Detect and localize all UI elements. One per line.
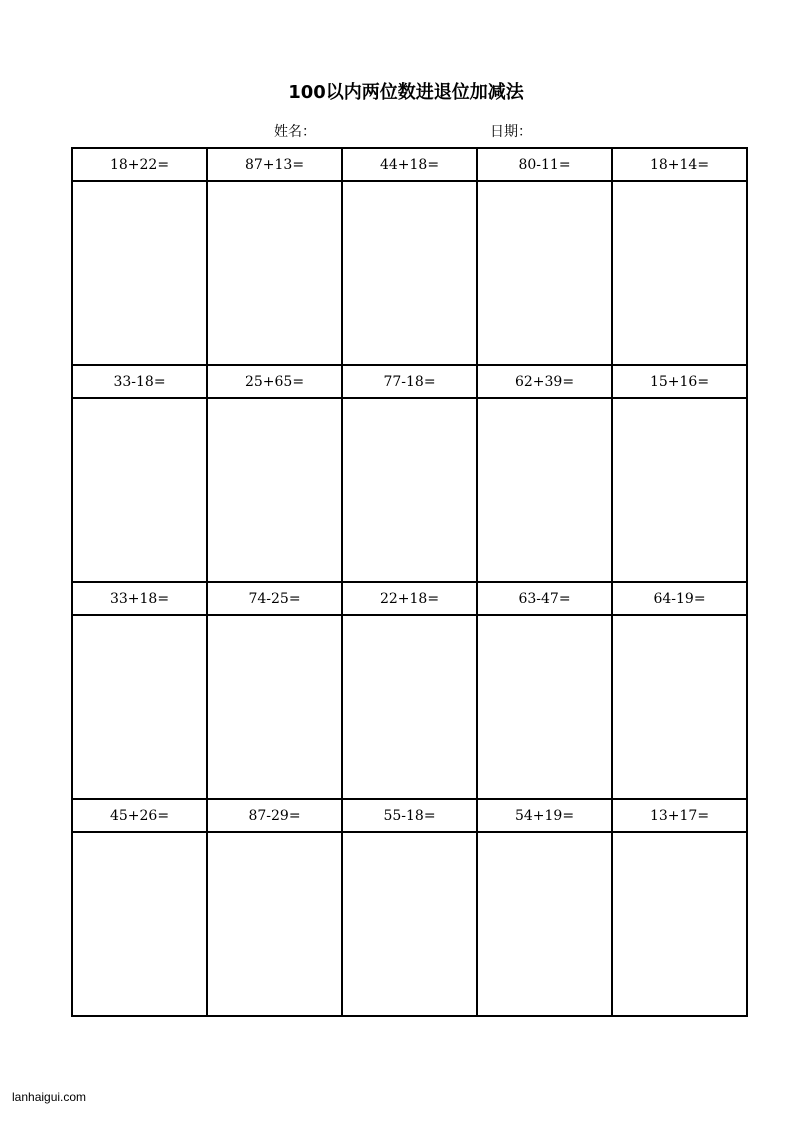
work-area[interactable] (342, 615, 477, 799)
work-area[interactable] (612, 398, 747, 582)
problem-cell: 80-11= (477, 148, 612, 181)
work-area[interactable] (477, 615, 612, 799)
work-area[interactable] (72, 398, 207, 582)
name-label: 姓名： (274, 124, 316, 140)
work-area[interactable] (207, 398, 342, 582)
problem-cell: 15+16= (612, 365, 747, 398)
work-area[interactable] (477, 181, 612, 365)
work-row (72, 181, 747, 365)
problem-cell: 25+65= (207, 365, 342, 398)
site-footer: lanhaigui.com (12, 1090, 87, 1104)
problem-cell: 64-19= (612, 582, 747, 615)
work-area[interactable] (207, 832, 342, 1016)
problem-row (72, 582, 747, 615)
work-area[interactable] (612, 615, 747, 799)
problem-cell: 54+19= (477, 799, 612, 832)
problem-cell: 18+14= (612, 148, 747, 181)
work-row (72, 832, 747, 1016)
work-area[interactable] (612, 181, 747, 365)
problem-cell: 63-47= (477, 582, 612, 615)
problem-cell: 77-18= (342, 365, 477, 398)
problem-row (72, 365, 747, 398)
work-area[interactable] (207, 181, 342, 365)
problem-cell: 62+39= (477, 365, 612, 398)
work-area[interactable] (477, 832, 612, 1016)
problem-cell: 87-29= (207, 799, 342, 832)
work-area[interactable] (342, 398, 477, 582)
worksheet-title: 100以内两位数进退位加减法 (288, 82, 524, 103)
work-area[interactable] (72, 832, 207, 1016)
work-area[interactable] (342, 832, 477, 1016)
problem-cell: 33-18= (72, 365, 207, 398)
problem-cell: 13+17= (612, 799, 747, 832)
work-area[interactable] (72, 615, 207, 799)
problem-cell: 22+18= (342, 582, 477, 615)
problem-cell: 44+18= (342, 148, 477, 181)
problem-cell: 18+22= (72, 148, 207, 181)
problem-cell: 33+18= (72, 582, 207, 615)
problem-cell: 55-18= (342, 799, 477, 832)
work-row (72, 398, 747, 582)
work-row (72, 615, 747, 799)
problem-cell: 74-25= (207, 582, 342, 615)
work-area[interactable] (72, 181, 207, 365)
problem-cell: 87+13= (207, 148, 342, 181)
work-area[interactable] (477, 398, 612, 582)
problem-cell: 45+26= (72, 799, 207, 832)
work-area[interactable] (207, 615, 342, 799)
problem-row (72, 148, 747, 181)
work-area[interactable] (612, 832, 747, 1016)
problem-row (72, 799, 747, 832)
work-area[interactable] (342, 181, 477, 365)
date-label: 日期： (490, 124, 532, 140)
problem-grid (71, 147, 748, 1017)
